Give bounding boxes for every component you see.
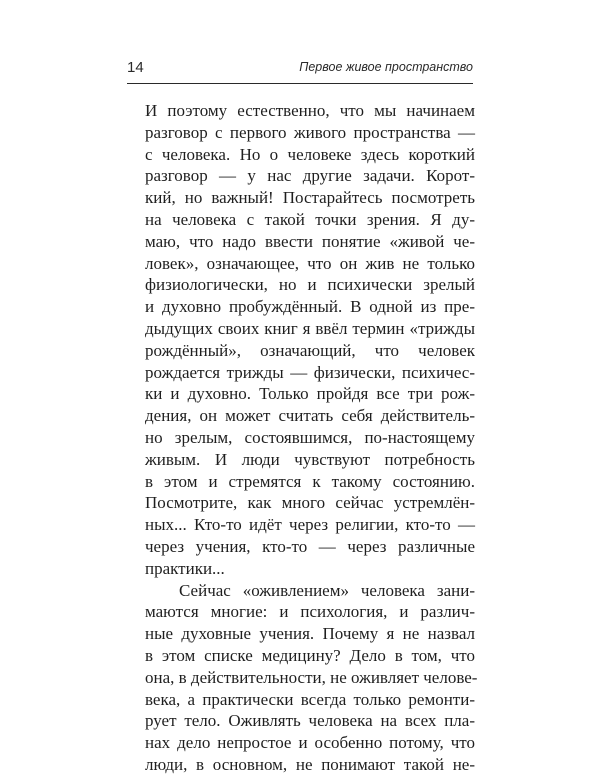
paragraph-2 [145, 580, 478, 776]
text-line: в этом и стремятся к такому состоянию. [145, 471, 475, 491]
text-line: Сейчас «оживлением» человека зани- [179, 580, 475, 600]
page-number: 14 [127, 59, 144, 76]
text-line: через учения, кто-то — через различные [145, 536, 475, 556]
text-line: И поэтому естественно, что мы начинаем [145, 101, 475, 120]
text-line: ные духовные учения. Почему я не назвал [145, 624, 475, 644]
text-line: Посмотрите, как много сейчас устремлён- [145, 493, 475, 513]
text-line: рует тело. Оживлять человека на всех пла- [145, 711, 475, 731]
body-text [145, 100, 478, 776]
text-line: но зрелым, состоявшимся, по-настоящему [145, 427, 475, 447]
text-line: она, в действительности, не оживляет челове- [145, 667, 478, 687]
text-line: кий, но важный! Постарайтесь посмотреть [145, 188, 475, 208]
text-line: практики... [145, 558, 225, 578]
text-line: на человека с такой точки зрения. Я ду- [145, 209, 475, 229]
text-line: ловек», означающее, что он жив не только [145, 253, 475, 273]
paragraph-1 [145, 100, 475, 580]
text-line: ных... Кто-то идёт через религии, кто-то — [145, 515, 475, 535]
text-line: люди, в основном, не понимают такой не- [145, 754, 475, 774]
text-line: рождённый», означающий, что человек [145, 340, 475, 360]
text-line: в этом списке медицину? Дело в том, что [145, 645, 475, 665]
text-line: физиологически, но и психически зрелый [145, 275, 475, 295]
text-line: разговор — у нас другие задачи. Корот- [145, 166, 475, 186]
text-line: века, а практически всегда только ремонти- [145, 689, 475, 709]
text-line: живым. И люди чувствуют потребность [145, 449, 475, 469]
text-line: рождается трижды — физически, психичес- [145, 362, 475, 382]
text-line: маются многие: и психология, и различ- [145, 602, 475, 622]
text-line: дения, он может считать себя действитель- [145, 406, 475, 426]
text-line: ки и духовно. Только пройдя все три рож- [145, 384, 475, 404]
text-line: разговор с первого живого пространства — [145, 122, 475, 142]
text-line: дыдущих своих книг я ввёл термин «трижды [145, 318, 475, 338]
text-line: с человека. Но о человеке здесь короткий [145, 144, 475, 164]
page-header [127, 55, 473, 84]
running-title: Первое живое пространство [299, 60, 473, 74]
text-line: и духовно пробуждённый. В одной из пре- [145, 297, 475, 317]
text-line: нах дело непростое и особенно потому, что [145, 733, 475, 753]
text-line: маю, что надо ввести понятие «живой че- [145, 231, 475, 251]
